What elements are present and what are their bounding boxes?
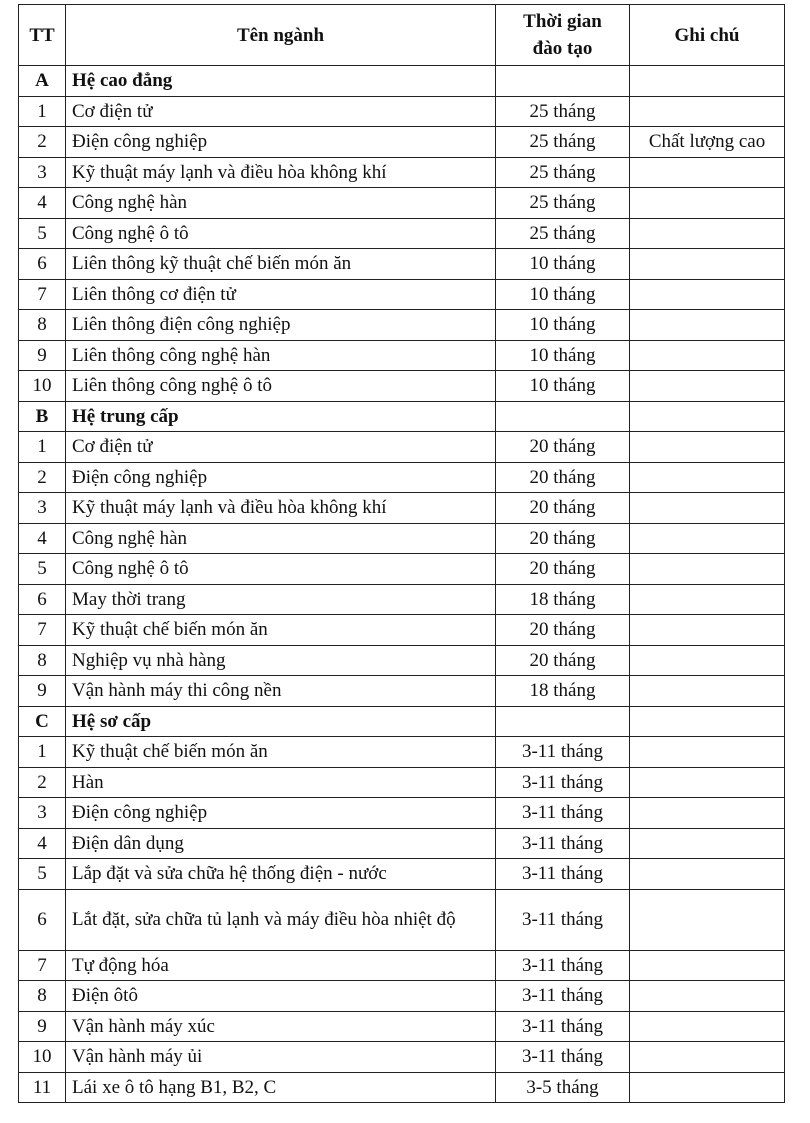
row-note <box>630 554 785 585</box>
table-row <box>19 96 785 127</box>
training-duration: 3-5 tháng <box>496 1072 630 1103</box>
training-duration: 10 tháng <box>496 249 630 280</box>
program-name: Vận hành máy xúc <box>66 1011 496 1042</box>
section-time-empty <box>496 66 630 97</box>
row-note <box>630 645 785 676</box>
training-duration: 20 tháng <box>496 554 630 585</box>
row-note <box>630 584 785 615</box>
program-name: Liên thông cơ điện tử <box>66 279 496 310</box>
training-duration: 18 tháng <box>496 584 630 615</box>
row-number: 3 <box>19 493 66 524</box>
training-duration: 3-11 tháng <box>496 1011 630 1042</box>
program-name: Điện công nghiệp <box>66 127 496 158</box>
row-note <box>630 218 785 249</box>
row-note <box>630 950 785 981</box>
table-row <box>19 950 785 981</box>
table-row <box>19 859 785 890</box>
table-row <box>19 249 785 280</box>
row-number: 3 <box>19 798 66 829</box>
section-row <box>19 706 785 737</box>
program-name: Điện công nghiệp <box>66 462 496 493</box>
row-number: 3 <box>19 157 66 188</box>
row-note <box>630 981 785 1012</box>
row-note <box>630 249 785 280</box>
row-number: 5 <box>19 218 66 249</box>
program-name: May thời trang <box>66 584 496 615</box>
row-number: 10 <box>19 371 66 402</box>
program-name: Liên thông công nghệ hàn <box>66 340 496 371</box>
training-duration: 20 tháng <box>496 645 630 676</box>
header-tt: TT <box>19 5 66 66</box>
row-number: 7 <box>19 279 66 310</box>
program-name: Lắt đặt, sửa chữa tủ lạnh và máy điều hòa nhiệt độ <box>66 889 496 950</box>
row-note <box>630 798 785 829</box>
section-note-empty <box>630 706 785 737</box>
table-row <box>19 1011 785 1042</box>
row-number: 5 <box>19 554 66 585</box>
training-duration: 3-11 tháng <box>496 950 630 981</box>
program-name: Kỹ thuật chế biến món ăn <box>66 615 496 646</box>
training-duration: 25 tháng <box>496 157 630 188</box>
row-note <box>630 889 785 950</box>
program-name: Công nghệ ô tô <box>66 554 496 585</box>
section-title: Hệ trung cấp <box>66 401 496 432</box>
row-note <box>630 1011 785 1042</box>
row-note <box>630 1072 785 1103</box>
table-row <box>19 157 785 188</box>
row-number: 1 <box>19 737 66 768</box>
header-time: Thời gian đào tạo <box>496 5 630 66</box>
table-row <box>19 188 785 219</box>
row-number: 4 <box>19 188 66 219</box>
section-title: Hệ sơ cấp <box>66 706 496 737</box>
row-number: 4 <box>19 523 66 554</box>
row-number: 6 <box>19 249 66 280</box>
row-note <box>630 828 785 859</box>
training-programs-table <box>18 4 785 1103</box>
training-duration: 20 tháng <box>496 432 630 463</box>
table-row <box>19 310 785 341</box>
row-note <box>630 157 785 188</box>
training-duration: 25 tháng <box>496 127 630 158</box>
row-number: 7 <box>19 615 66 646</box>
program-name: Kỹ thuật máy lạnh và điều hòa không khí <box>66 157 496 188</box>
section-code: C <box>19 706 66 737</box>
table-row <box>19 737 785 768</box>
section-time-empty <box>496 706 630 737</box>
training-duration: 18 tháng <box>496 676 630 707</box>
program-name: Cơ điện tử <box>66 96 496 127</box>
row-number: 2 <box>19 462 66 493</box>
row-number: 1 <box>19 96 66 127</box>
row-note <box>630 432 785 463</box>
program-name: Vận hành máy thi công nền <box>66 676 496 707</box>
header-note: Ghi chú <box>630 5 785 66</box>
program-name: Vận hành máy ủi <box>66 1042 496 1073</box>
program-name: Công nghệ hàn <box>66 523 496 554</box>
table-row <box>19 554 785 585</box>
program-name: Công nghệ hàn <box>66 188 496 219</box>
table-row <box>19 279 785 310</box>
row-note <box>630 523 785 554</box>
program-name: Lái xe ô tô hạng B1, B2, C <box>66 1072 496 1103</box>
row-note <box>630 462 785 493</box>
row-note <box>630 188 785 219</box>
row-number: 6 <box>19 584 66 615</box>
row-number: 9 <box>19 340 66 371</box>
training-duration: 10 tháng <box>496 310 630 341</box>
row-number: 8 <box>19 310 66 341</box>
row-number: 9 <box>19 1011 66 1042</box>
training-duration: 3-11 tháng <box>496 859 630 890</box>
row-note <box>630 371 785 402</box>
row-note <box>630 96 785 127</box>
training-duration: 3-11 tháng <box>496 798 630 829</box>
program-name: Liên thông điện công nghiệp <box>66 310 496 341</box>
row-note: Chất lượng cao <box>630 127 785 158</box>
table-row <box>19 584 785 615</box>
table-row <box>19 889 785 950</box>
training-duration: 3-11 tháng <box>496 981 630 1012</box>
section-code: A <box>19 66 66 97</box>
table-row <box>19 798 785 829</box>
section-row <box>19 401 785 432</box>
row-number: 8 <box>19 981 66 1012</box>
training-duration: 20 tháng <box>496 462 630 493</box>
row-note <box>630 859 785 890</box>
table-row <box>19 615 785 646</box>
table-row <box>19 1072 785 1103</box>
program-name: Điện công nghiệp <box>66 798 496 829</box>
section-note-empty <box>630 401 785 432</box>
training-duration: 3-11 tháng <box>496 889 630 950</box>
row-note <box>630 767 785 798</box>
training-duration: 20 tháng <box>496 493 630 524</box>
table-row <box>19 340 785 371</box>
table-row <box>19 828 785 859</box>
table-row <box>19 218 785 249</box>
row-number: 2 <box>19 127 66 158</box>
row-number: 5 <box>19 859 66 890</box>
row-number: 4 <box>19 828 66 859</box>
program-name: Kỹ thuật máy lạnh và điều hòa không khí <box>66 493 496 524</box>
table-row <box>19 371 785 402</box>
program-name: Lắp đặt và sửa chữa hệ thống điện - nước <box>66 859 496 890</box>
table-row <box>19 676 785 707</box>
section-title: Hệ cao đẳng <box>66 66 496 97</box>
training-duration: 25 tháng <box>496 96 630 127</box>
row-note <box>630 310 785 341</box>
row-note <box>630 737 785 768</box>
table-row <box>19 767 785 798</box>
training-duration: 25 tháng <box>496 218 630 249</box>
table-row <box>19 127 785 158</box>
row-note <box>630 340 785 371</box>
table-row <box>19 523 785 554</box>
table-row <box>19 493 785 524</box>
row-number: 6 <box>19 889 66 950</box>
row-note <box>630 493 785 524</box>
training-duration: 10 tháng <box>496 279 630 310</box>
row-note <box>630 676 785 707</box>
table-row <box>19 432 785 463</box>
program-name: Công nghệ ô tô <box>66 218 496 249</box>
training-duration: 20 tháng <box>496 615 630 646</box>
training-duration: 20 tháng <box>496 523 630 554</box>
row-note <box>630 279 785 310</box>
program-name: Điện dân dụng <box>66 828 496 859</box>
program-name: Nghiệp vụ nhà hàng <box>66 645 496 676</box>
row-number: 8 <box>19 645 66 676</box>
table-row <box>19 645 785 676</box>
section-time-empty <box>496 401 630 432</box>
row-note <box>630 615 785 646</box>
program-name: Kỹ thuật chế biến món ăn <box>66 737 496 768</box>
training-duration: 3-11 tháng <box>496 828 630 859</box>
row-number: 7 <box>19 950 66 981</box>
row-note <box>630 1042 785 1073</box>
training-duration: 3-11 tháng <box>496 737 630 768</box>
training-duration: 3-11 tháng <box>496 1042 630 1073</box>
program-name: Cơ điện tử <box>66 432 496 463</box>
table-row <box>19 462 785 493</box>
section-row <box>19 66 785 97</box>
program-name: Hàn <box>66 767 496 798</box>
row-number: 9 <box>19 676 66 707</box>
program-name: Tự động hóa <box>66 950 496 981</box>
row-number: 1 <box>19 432 66 463</box>
row-number: 11 <box>19 1072 66 1103</box>
table-body <box>19 66 785 1103</box>
training-duration: 25 tháng <box>496 188 630 219</box>
table-row <box>19 1042 785 1073</box>
table-row <box>19 981 785 1012</box>
program-name: Điện ôtô <box>66 981 496 1012</box>
training-duration: 10 tháng <box>496 371 630 402</box>
row-number: 10 <box>19 1042 66 1073</box>
header-name: Tên ngành <box>66 5 496 66</box>
section-code: B <box>19 401 66 432</box>
training-duration: 10 tháng <box>496 340 630 371</box>
program-name: Liên thông công nghệ ô tô <box>66 371 496 402</box>
program-name: Liên thông kỹ thuật chế biến món ăn <box>66 249 496 280</box>
header-row <box>19 5 785 66</box>
row-number: 2 <box>19 767 66 798</box>
training-duration: 3-11 tháng <box>496 767 630 798</box>
section-note-empty <box>630 66 785 97</box>
